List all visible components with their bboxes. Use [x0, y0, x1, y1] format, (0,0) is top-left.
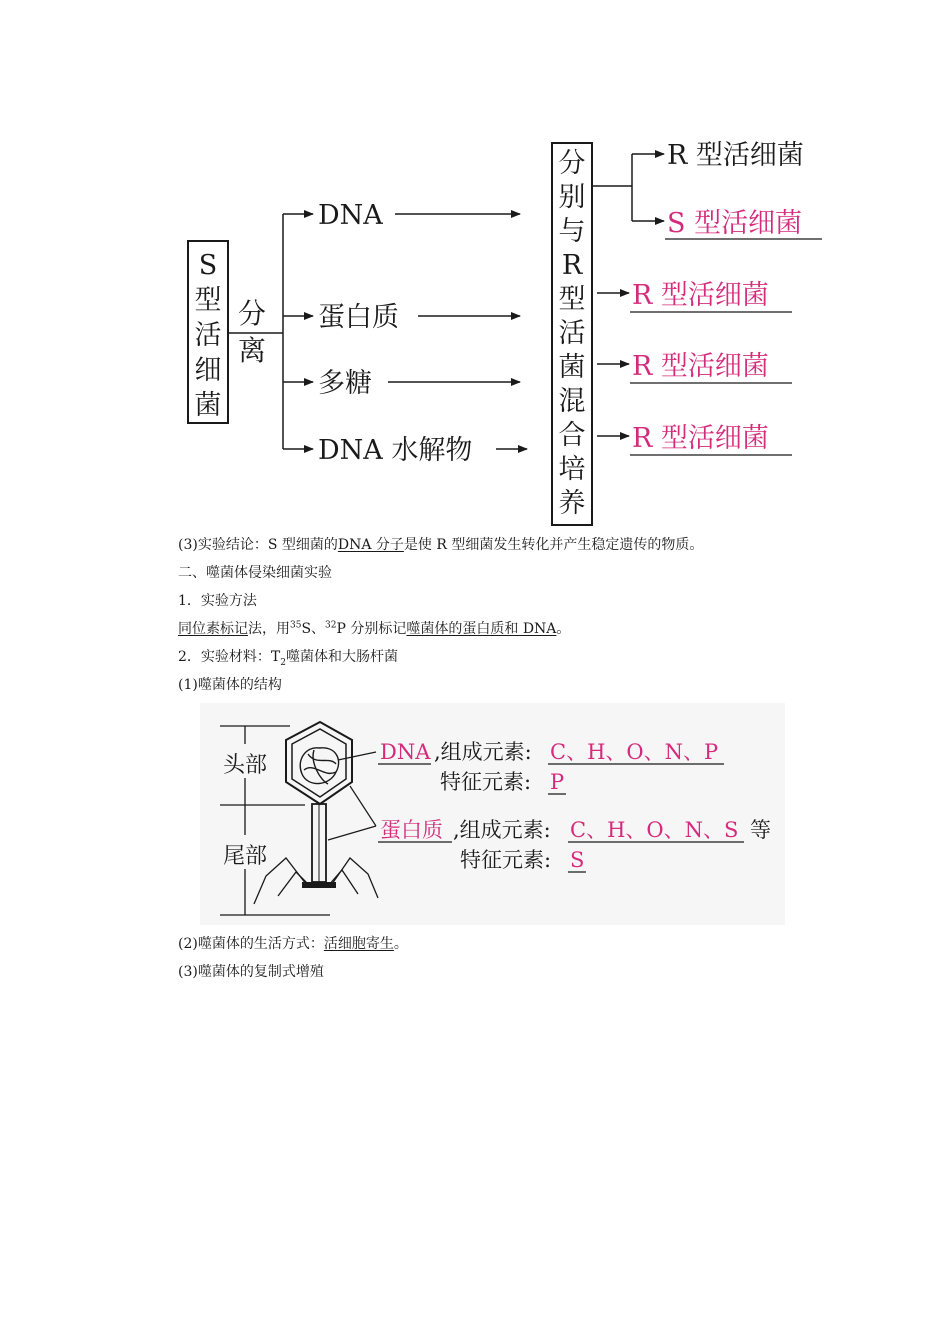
dna-feature-label: 特征元素:	[440, 770, 532, 794]
result-r-type: R 型活细菌	[632, 351, 769, 382]
conclusion-paragraph: (3)实验结论：S 型细菌的DNA 分子是使 R 型细菌发生转化并产生稳定遗传的物质。	[178, 537, 704, 553]
source-char: 型	[194, 285, 222, 316]
transformation-diagram	[0, 0, 950, 540]
component-polysaccharide: 多糖	[318, 368, 372, 399]
dna-composition-value: C、H、O、N、P	[550, 740, 719, 764]
result-r-type: R 型活细菌	[632, 280, 769, 311]
result-r-type: R 型活细菌	[632, 423, 769, 454]
source-char: 活	[194, 320, 222, 351]
dna-feature-value: P	[550, 770, 565, 794]
replication-heading: (3)噬菌体的复制式增殖	[178, 964, 324, 980]
mix-char: 与	[558, 216, 586, 247]
method-heading: 1．实验方法	[178, 593, 257, 609]
materials-paragraph: 2．实验材料：$T_2$噬菌体和大肠杆菌	[178, 649, 398, 668]
dna-label: DNA	[380, 740, 431, 764]
result-r-type: R 型活细菌	[667, 140, 804, 171]
mix-char: 活	[558, 318, 586, 349]
protein-etc: 等	[750, 818, 771, 842]
component-dna: DNA	[318, 200, 383, 231]
mix-char: 型	[558, 284, 586, 315]
mix-char: 养	[558, 488, 586, 519]
source-char: 细	[194, 355, 222, 386]
mix-char: 培	[558, 454, 586, 485]
mix-char: 别	[558, 182, 586, 213]
head-label: 头部	[222, 753, 268, 778]
tail-label: 尾部	[222, 844, 268, 869]
mix-char: 分	[558, 148, 586, 179]
component-protein: 蛋白质	[318, 302, 399, 333]
result-s-type: S 型活细菌	[667, 208, 803, 239]
separate-label: 分	[237, 297, 267, 330]
section-heading: 二、噬菌体侵染细菌实验	[178, 565, 332, 581]
dna-composition-label: ,组成元素:	[434, 740, 532, 764]
phage-structure-diagram	[190, 700, 790, 930]
mix-char: 合	[558, 420, 586, 451]
lifestyle-paragraph: (2)噬菌体的生活方式：活细胞寄生。	[178, 936, 408, 952]
mix-char: 菌	[558, 352, 586, 383]
structure-heading: (1)噬菌体的结构	[178, 677, 282, 693]
protein-composition-label: ,组成元素:	[453, 818, 551, 842]
protein-label: 蛋白质	[380, 818, 443, 842]
method-paragraph: 同位素标记法，用$^{35}$S、$^{32}$P 分别标记噬菌体的蛋白质和 DNA。	[178, 620, 571, 637]
mix-char: 混	[558, 386, 586, 417]
protein-feature-label: 特征元素:	[460, 848, 552, 872]
protein-feature-value: S	[570, 848, 585, 872]
source-char: S	[198, 250, 218, 281]
mix-char: R	[561, 250, 583, 281]
component-dna-hydrolysate: DNA 水解物	[318, 435, 473, 466]
separate-label: 离	[237, 334, 267, 367]
protein-composition-value: C、H、O、N、S	[570, 818, 739, 842]
source-char: 菌	[194, 390, 222, 421]
